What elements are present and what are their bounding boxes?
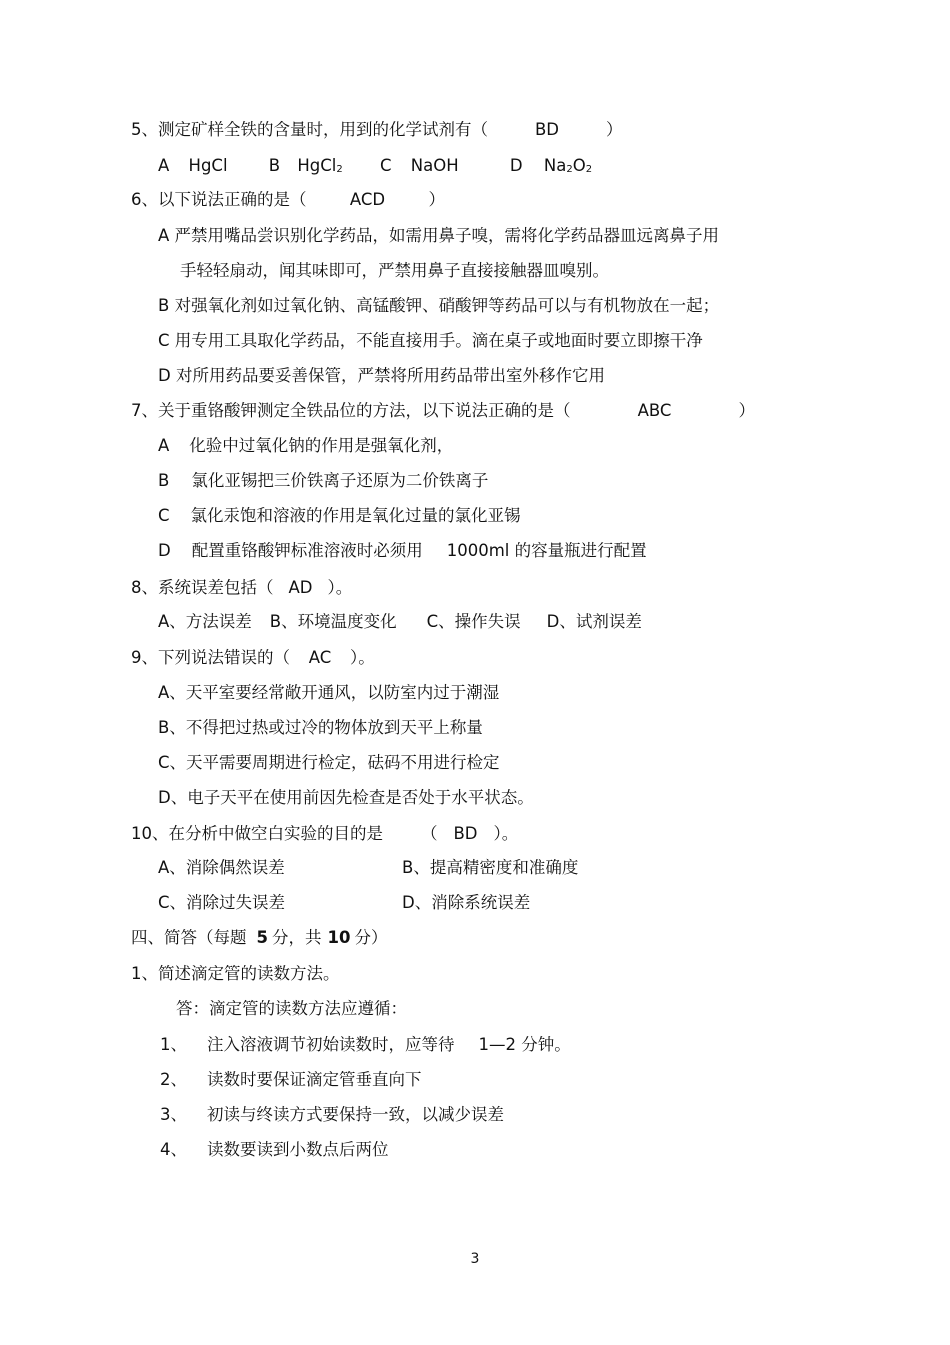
question-6-stem: 6、以下说法正确的是（ (131, 190, 307, 209)
q7-d-text2: 1000ml 的容量瓶进行配置 (446, 541, 647, 560)
q7-b-text: 氯化亚锡把三价铁离子还原为二价铁离子 (191, 471, 489, 490)
question-6-close: ） (428, 190, 445, 209)
question-9-close: ）。 (350, 648, 375, 667)
answer-item-2-num: 2、 (160, 1070, 187, 1089)
question-10-close: ）。 (493, 824, 519, 843)
q5-opt-a-letter: A (158, 156, 170, 175)
q7-c-letter: C (158, 506, 170, 525)
q7-d-letter: D (158, 541, 171, 560)
answer-item-4 (160, 1140, 389, 1160)
question-7-close: ） (738, 401, 755, 420)
q5-opt-d-part1: Na (543, 156, 567, 175)
question-6-answer: ACD (349, 190, 386, 209)
answer-item-4-text: 读数要读到小数点后两位 (207, 1140, 389, 1159)
answer-item-3 (160, 1105, 504, 1125)
q9-option-b: B、不得把过热或过冷的物体放到天平上称量 (158, 718, 483, 737)
q8-options (158, 612, 642, 632)
question-5-answer: BD (534, 120, 560, 139)
answer-item-2 (160, 1070, 422, 1090)
q5-opt-d (544, 156, 592, 175)
question-5-close: ） (606, 120, 623, 139)
short-question-1: 1、简述滴定管的读数方法。 (131, 964, 340, 983)
answer-item-1-text2: 1—2 分钟。 (478, 1035, 571, 1054)
q5-opt-b: HgCl (297, 156, 337, 175)
question-10-answer: BD (453, 824, 478, 843)
q7-d-text1: 配置重铬酸钾标准溶液时必须用 (191, 541, 423, 560)
q9-option-a: A、天平室要经常敞开通风，以防室内过于潮湿 (158, 683, 500, 702)
q5-opt-c-letter: C (380, 156, 392, 175)
q5-opt-d-letter: D (509, 156, 523, 175)
q7-option-c (158, 506, 521, 526)
q9-option-c: C、天平需要周期进行检定，砝码不用进行检定 (158, 753, 500, 772)
q7-b-letter: B (158, 471, 170, 490)
question-5-options (158, 156, 592, 180)
q7-option-d (158, 541, 647, 561)
section-4-text2: 分，共 (271, 928, 322, 947)
question-10-open: （ (421, 824, 438, 843)
q5-opt-b-letter: B (268, 156, 281, 175)
page-number: 3 (470, 1251, 480, 1267)
question-5-stem: 5、测定矿样全铁的含量时，用到的化学试剂有（ (131, 120, 488, 139)
q8-option-c: C、操作失误 (426, 612, 521, 631)
question-7-answer: ABC (637, 401, 672, 420)
q10-option-c: C、消除过失误差 (158, 893, 286, 912)
section-4-score: 5 (256, 928, 268, 947)
question-8 (131, 578, 352, 598)
q6-option-d: D 对所用药品要妥善保管，严禁将所用药品带出室外移作它用 (158, 366, 605, 385)
q10-option-b: B、提高精密度和准确度 (402, 858, 579, 877)
short-answer-intro: 答：滴定管的读数方法应遵循： (176, 999, 407, 1018)
q5-opt-a: HgCl (188, 156, 228, 175)
answer-item-1-num: 1、 (160, 1035, 187, 1054)
q6-option-a-line1: A 严禁用嘴品尝识别化学药品，如需用鼻子嗅，需将化学药品器皿远离鼻子用 (158, 226, 720, 245)
q5-opt-d-sub1: 2 (566, 164, 573, 175)
question-10 (131, 824, 518, 844)
answer-item-1 (160, 1035, 571, 1055)
q7-a-letter: A (158, 436, 170, 455)
section-4-text3: 分） (354, 928, 388, 947)
q5-opt-b-sub: 2 (336, 164, 343, 175)
question-9 (131, 648, 375, 668)
q5-opt-d-part2: O (572, 156, 586, 175)
q7-option-a (158, 436, 453, 456)
q5-opt-c: NaOH (410, 156, 459, 175)
q7-option-b (158, 471, 488, 491)
question-5 (131, 120, 623, 140)
q10-option-a: A、消除偶然误差 (158, 858, 285, 877)
q6-option-b: B 对强氧化剂如过氧化钠、高锰酸钾、硝酸钾等药品可以与有机物放在一起； (158, 296, 720, 315)
section-4-total: 10 (327, 928, 351, 947)
answer-item-2-text: 读数时要保证滴定管垂直向下 (207, 1070, 422, 1089)
question-7-stem: 7、关于重铬酸钾测定全铁品位的方法，以下说法正确的是（ (131, 401, 571, 420)
q10-option-d: D、消除系统误差 (402, 893, 531, 912)
answer-item-3-num: 3、 (160, 1105, 187, 1124)
question-8-answer: AD (288, 578, 313, 597)
section-4-heading (131, 928, 387, 948)
answer-item-1-text: 注入溶液调节初始读数时，应等待 (207, 1035, 455, 1054)
q5-opt-d-sub2: 2 (585, 164, 593, 175)
answer-item-4-num: 4、 (160, 1140, 187, 1159)
q8-option-b: B、环境温度变化 (269, 612, 397, 631)
q8-option-d: D、试剂误差 (546, 612, 642, 631)
answer-item-3-text: 初读与终读方式要保持一致，以减少误差 (207, 1105, 504, 1124)
question-9-answer: AC (308, 648, 332, 667)
question-8-stem: 8、系统误差包括（ (131, 578, 274, 597)
q7-a-text: 化验中过氧化钠的作用是强氧化剂， (189, 436, 454, 455)
question-9-stem: 9、下列说法错误的（ (131, 648, 290, 667)
q9-option-d: D、电子天平在使用前因先检查是否处于水平状态。 (158, 788, 534, 807)
question-8-close: ）。 (327, 578, 353, 597)
question-7 (131, 401, 755, 421)
question-6 (131, 190, 445, 210)
q8-option-a: A、方法误差 (158, 612, 252, 631)
q7-c-text: 氯化汞饱和溶液的作用是氧化过量的氯化亚锡 (190, 506, 521, 525)
q6-option-a-line2: 手轻轻扇动，闻其味即可，严禁用鼻子直接接触器皿嗅别。 (180, 261, 609, 280)
section-4-text1: 四、简答（每题 (131, 928, 247, 947)
q6-option-c: C 用专用工具取化学药品，不能直接用手。滴在桌子或地面时要立即擦干净 (158, 331, 703, 350)
question-10-stem: 10、在分析中做空白实验的目的是 (131, 824, 383, 843)
